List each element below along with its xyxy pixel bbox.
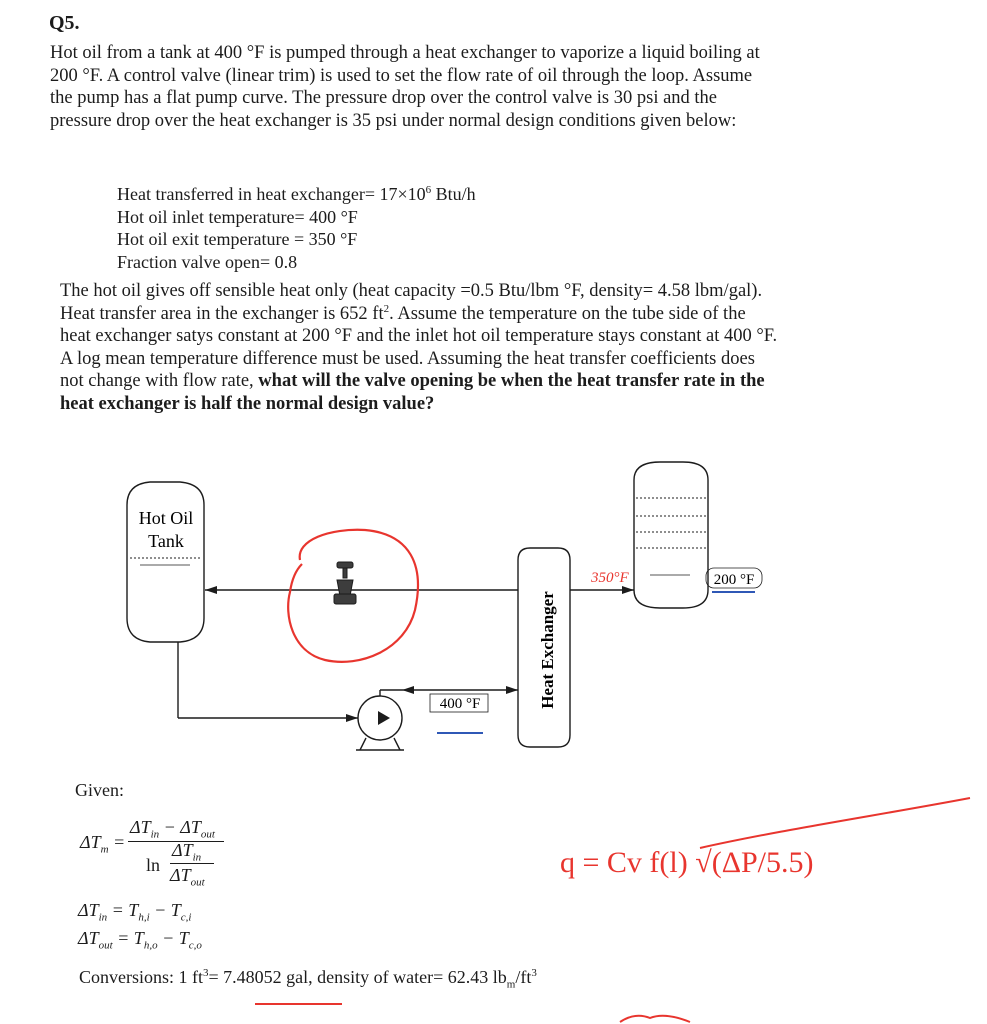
ln-denominator: $\Delta T_{out}$ — [170, 865, 205, 889]
ln-label: ln — [146, 855, 161, 875]
lmtd-lhs: $\Delta T_m$ = — [80, 832, 126, 856]
problem-line: heat exchanger satys constant at 200 °F and the inlet hot oil temperature stays constant at 400 °F. — [60, 326, 778, 346]
control-valve-icon — [334, 562, 356, 604]
dt-in-equation: $\Delta T_{in} = T_{h,i} - T_{c,i}$ — [78, 900, 192, 924]
ln-numerator: $\Delta T_{in}$ — [172, 840, 202, 864]
intro-line: Hot oil from a tank at 400 °F is pumped through a heat exchanger to vaporize a liquid boiling at — [50, 43, 760, 63]
problem-question: heat exchanger is half the normal design value? — [60, 393, 435, 414]
question-number: Q5. — [49, 12, 80, 34]
pump-outlet-temp: 400 °F — [439, 696, 481, 712]
tank-label-line2: Tank — [148, 531, 184, 551]
intro-line: the pump has a flat pump curve. The pressure drop over the control valve is 30 psi and the — [50, 88, 718, 108]
valve-open-fraction: Fraction valve open= 0.8 — [117, 251, 298, 272]
heat-exchanger-label: Heat Exchanger — [538, 591, 557, 709]
given-label: Given: — [75, 780, 124, 800]
handwritten-note: q = Cv f(l) √(ΔP/5.5) — [560, 846, 814, 879]
inlet-temperature: Hot oil inlet temperature= 400 °F — [117, 206, 358, 227]
annotation-stroke — [700, 798, 970, 848]
hot-oil-tank — [127, 482, 204, 642]
problem-line: Heat transfer area in the exchanger is 652 $ft^2$. Assume the temperature on the tube side of the — [60, 302, 746, 324]
intro-line: pressure drop over the heat exchanger is 35 psi under normal design conditions given below: — [50, 110, 737, 131]
dt-out-equation: $\Delta T_{out} = T_{h,o} - T_{c,o}$ — [78, 928, 202, 952]
problem-line: not change with flow rate, what will the valve opening be when the heat transfer rate in the — [60, 371, 765, 391]
intro-line: 200 °F. A control valve (linear trim) is used to set the flow rate of oil through the loop. Assume — [50, 65, 753, 86]
conversions: Conversions: 1 $ft^3= 7.48052$ gal, density of water= 62.43 $lb_m/ft^3$ — [79, 967, 537, 991]
heat-transferred: Heat transferred in heat exchanger= $17\times 10^6$ Btu/h — [117, 184, 476, 204]
handwritten-outlet-temp: 350°F — [591, 570, 629, 586]
problem-line: The hot oil gives off sensible heat only (heat capacity =0.5 Btu/lbm °F, density= 4.58 lbm/gal). — [60, 281, 763, 301]
problem-line: A log mean temperature difference must be used. Assuming the heat transfer coefficients does — [60, 348, 755, 369]
lmtd-numerator: $\Delta T_{in} - \Delta T_{out}$ — [130, 817, 215, 841]
vaporizer-vessel — [634, 462, 708, 608]
tank-label-line1: Hot Oil — [138, 508, 194, 528]
vaporizer-temp: 200 °F — [713, 572, 755, 588]
exit-temperature: Hot oil exit temperature = 350 °F — [117, 229, 358, 249]
